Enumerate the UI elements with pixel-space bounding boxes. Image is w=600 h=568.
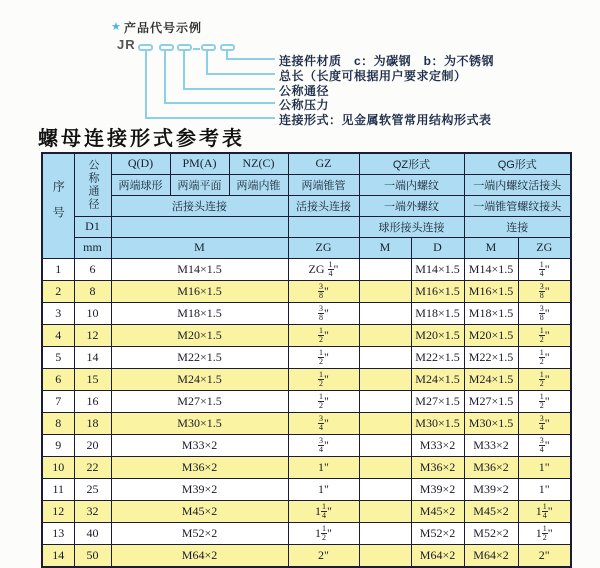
code-separator-dash <box>193 48 200 50</box>
table-cell: 2" <box>288 544 359 567</box>
header-desc-qz-top: 一端内螺纹 <box>359 174 464 195</box>
diagram-label-pressure: 公称压力 <box>279 98 330 112</box>
table-cell: 1 $\frac{1}{4}$ " <box>518 500 571 522</box>
table-cell: 1 $\frac{1}{4}$ " <box>288 500 359 522</box>
fraction: $\frac{3}{8}$ <box>539 281 544 300</box>
table-cell: $\frac{3}{8}$ " <box>518 302 571 324</box>
table-cell: 1" <box>288 456 359 478</box>
fraction: $\frac{1}{2}$ <box>539 325 544 344</box>
header-desc-gz: 两端锥管 <box>288 174 359 195</box>
code-box-3 <box>177 44 192 51</box>
table-cell: $\frac{1}{2}$ " <box>518 368 571 390</box>
header-seq: 序号 <box>42 153 74 258</box>
table-cell: M45×2 <box>464 500 518 522</box>
diagram-label-material: 连接件材质 c：为碳钢 b：为不锈钢 <box>279 54 495 68</box>
table-row <box>42 544 571 567</box>
table-cell: M33×2 <box>411 434 464 456</box>
table-cell: 8 <box>74 280 111 302</box>
header-d1: D1 <box>74 216 111 237</box>
table-cell: 13 <box>42 522 74 544</box>
table-cell: M64×2 <box>464 544 518 567</box>
table-cell: M20×1.5 <box>111 324 288 346</box>
table-cell: 14 <box>74 346 111 368</box>
header-desc-pm: 两端平面 <box>170 174 229 195</box>
table-cell: M27×1.5 <box>464 390 518 412</box>
table-cell: $\frac{3}{8}$ " <box>288 302 359 324</box>
table-cell: M39×2 <box>464 478 518 500</box>
table-cell: $\frac{3}{8}$ " <box>288 280 359 302</box>
table-cell: 20 <box>74 434 111 456</box>
header-desc-q: 两端球形 <box>111 174 170 195</box>
table-cell: 22 <box>74 456 111 478</box>
header-desc-qg-top: 一端内螺纹活接头 <box>464 174 571 195</box>
table-cell: M14×1.5 <box>464 258 518 280</box>
table-cell: 7 <box>42 390 74 412</box>
table-cell: M64×2 <box>411 544 464 567</box>
table-cell: 32 <box>74 500 111 522</box>
table-cell: M33×2 <box>111 434 288 456</box>
table-cell: 1" <box>518 456 571 478</box>
table-cell: $\frac{1}{2}$ " <box>288 346 359 368</box>
table-cell: M64×2 <box>111 544 288 567</box>
table-cell: 11 <box>42 478 74 500</box>
header-nominal-diameter: 公称通径 <box>74 153 111 216</box>
header-qg-unit-zg: ZG <box>518 237 571 258</box>
table-cell: 3 <box>42 302 74 324</box>
table-cell: ZG $\frac{1}{4}$ " <box>288 258 359 280</box>
table-cell <box>359 390 411 412</box>
table-cell: 16 <box>74 390 111 412</box>
code-box-4 <box>201 44 216 51</box>
header-gz-connection: 活接头连接 <box>288 195 359 216</box>
table-cell: M18×1.5 <box>111 302 288 324</box>
fraction: $\frac{1}{2}$ <box>539 391 544 410</box>
table-cell <box>359 368 411 390</box>
table-cell: 10 <box>42 456 74 478</box>
table-cell: $\frac{3}{4}$ " <box>518 434 571 456</box>
header-code-qg: QG形式 <box>464 153 571 174</box>
nut-connection-table <box>41 152 572 568</box>
table-cell <box>359 346 411 368</box>
table-cell: 4 <box>42 324 74 346</box>
table-row <box>42 258 571 280</box>
table-title: 螺母连接形式参考表 <box>38 128 245 150</box>
table-row <box>42 434 571 456</box>
fraction: $\frac{1}{4}$ <box>539 259 544 278</box>
table-cell: M16×1.5 <box>111 280 288 302</box>
header-unit-zg: ZG <box>288 237 359 258</box>
table-cell: $\frac{3}{4}$ " <box>518 412 571 434</box>
table-cell: $\frac{3}{4}$ " <box>288 412 359 434</box>
table-cell: M24×1.5 <box>111 368 288 390</box>
table-cell <box>359 478 411 500</box>
table-row <box>42 500 571 522</box>
table-cell: $\frac{1}{2}$ " <box>288 324 359 346</box>
header-code-gz: GZ <box>288 153 359 174</box>
table-row <box>42 346 571 368</box>
table-cell: 8 <box>42 412 74 434</box>
star-icon: ★ <box>111 21 121 33</box>
table-cell: M52×2 <box>411 522 464 544</box>
table-cell: 9 <box>42 434 74 456</box>
header-qz-unit-d: D <box>411 237 464 258</box>
table-cell: M30×1.5 <box>111 412 288 434</box>
table-cell: M39×2 <box>111 478 288 500</box>
connector-line <box>206 73 275 75</box>
table-cell: 1 $\frac{1}{2}$ " <box>288 522 359 544</box>
table-cell: M36×2 <box>111 456 288 478</box>
connector-line <box>183 88 275 90</box>
header-code-qz: QZ形式 <box>359 153 464 174</box>
header-qz-unit-m: M <box>359 237 411 258</box>
diagram-label-length: 总长（长度可根据用户要求定制） <box>279 69 467 83</box>
table-cell: M18×1.5 <box>464 302 518 324</box>
table-cell: 2" <box>518 544 571 567</box>
code-box-2 <box>159 44 174 51</box>
header-desc-qg-bottom: 一端锥管螺纹接头 <box>464 195 571 216</box>
table-cell: $\frac{3}{8}$ " <box>518 280 571 302</box>
table-cell: M14×1.5 <box>111 258 288 280</box>
fraction: $\frac{1}{2}$ <box>539 347 544 366</box>
header-code-q: Q(D) <box>111 153 170 174</box>
table-cell: M33×2 <box>464 434 518 456</box>
header-unit-m: M <box>111 237 288 258</box>
fraction: $\frac{3}{8}$ <box>319 281 324 300</box>
table-cell <box>359 544 411 567</box>
fraction: $\frac{1}{2}$ <box>319 369 324 388</box>
table-cell: 5 <box>42 346 74 368</box>
table-row <box>42 412 571 434</box>
fraction: $\frac{3}{4}$ <box>319 413 324 432</box>
header-code-nz: NZ(C) <box>229 153 288 174</box>
table-cell: $\frac{3}{4}$ " <box>288 434 359 456</box>
table-cell: 14 <box>42 544 74 567</box>
fraction: $\frac{1}{2}$ <box>319 325 324 344</box>
table-row <box>42 522 571 544</box>
table-header <box>42 153 571 258</box>
table-cell <box>359 302 411 324</box>
table-cell: M45×2 <box>411 500 464 522</box>
table-cell: M16×1.5 <box>464 280 518 302</box>
table-cell: M22×1.5 <box>111 346 288 368</box>
table-cell: 25 <box>74 478 111 500</box>
connector-line <box>145 51 147 119</box>
table-cell: 1 $\frac{1}{2}$ " <box>518 522 571 544</box>
table-row <box>42 280 571 302</box>
table-cell: M39×2 <box>411 478 464 500</box>
table-cell <box>359 456 411 478</box>
table-cell: 18 <box>74 412 111 434</box>
table-cell: M22×1.5 <box>411 346 464 368</box>
fraction: $\frac{1}{2}$ <box>542 523 547 542</box>
code-box-5 <box>220 44 235 51</box>
table-cell: $\frac{1}{2}$ " <box>518 390 571 412</box>
header-blank-cell <box>288 216 359 237</box>
table-cell: 1 <box>42 258 74 280</box>
header-mm: mm <box>74 237 111 258</box>
table-cell <box>359 500 411 522</box>
table-cell: $\frac{1}{2}$ " <box>288 390 359 412</box>
table-cell: M14×1.5 <box>411 258 464 280</box>
connector-line <box>145 117 275 119</box>
table-cell: M18×1.5 <box>411 302 464 324</box>
table-cell: M27×1.5 <box>411 390 464 412</box>
table-cell <box>359 412 411 434</box>
table-cell: M22×1.5 <box>464 346 518 368</box>
table-cell: $\frac{1}{4}$ " <box>518 258 571 280</box>
table-cell: M45×2 <box>111 500 288 522</box>
diagram-heading: 产品代号示例 <box>124 21 203 35</box>
table-row <box>42 456 571 478</box>
table-cell <box>359 280 411 302</box>
table-cell: M30×1.5 <box>411 412 464 434</box>
table-cell: M20×1.5 <box>411 324 464 346</box>
table-cell: 40 <box>74 522 111 544</box>
table-row <box>42 478 571 500</box>
table-cell: 1" <box>518 478 571 500</box>
header-desc-qz-bottom: 一端外螺纹 <box>359 195 464 216</box>
table-cell: $\frac{1}{2}$ " <box>518 346 571 368</box>
connector-line <box>226 58 275 60</box>
connector-line <box>164 51 166 104</box>
table-cell: M27×1.5 <box>111 390 288 412</box>
fraction: $\frac{1}{2}$ <box>539 369 544 388</box>
table-cell: 6 <box>42 368 74 390</box>
header-code-pm: PM(A) <box>170 153 229 174</box>
code-box-1 <box>138 44 153 51</box>
table-cell: 12 <box>42 500 74 522</box>
table-cell: 6 <box>74 258 111 280</box>
table-cell <box>359 522 411 544</box>
table-cell <box>359 434 411 456</box>
table-cell: 2 <box>42 280 74 302</box>
fraction: $\frac{3}{8}$ <box>539 303 544 322</box>
table-cell: 10 <box>74 302 111 324</box>
table-cell: 1" <box>288 478 359 500</box>
diagram-label-diameter: 公称通径 <box>279 84 330 98</box>
table-cell: 12 <box>74 324 111 346</box>
header-qg-connection: 连接 <box>464 216 571 237</box>
fraction: $\frac{3}{4}$ <box>539 413 544 432</box>
header-desc-nz: 两端内锥 <box>229 174 288 195</box>
table-cell: M52×2 <box>111 522 288 544</box>
table-cell: M36×2 <box>411 456 464 478</box>
table-cell: 15 <box>74 368 111 390</box>
table-cell: 50 <box>74 544 111 567</box>
table-cell: $\frac{1}{2}$ " <box>288 368 359 390</box>
fraction: $\frac{1}{4}$ <box>542 501 547 520</box>
table-cell: M20×1.5 <box>464 324 518 346</box>
fraction: $\frac{3}{4}$ <box>539 435 544 454</box>
header-blank-cell <box>111 216 288 237</box>
connector-line <box>206 51 208 75</box>
fraction: $\frac{1}{2}$ <box>319 347 324 366</box>
fraction: $\frac{1}{2}$ <box>319 391 324 410</box>
header-qz-connection: 球形接头连接 <box>359 216 464 237</box>
header-qg-unit-m: M <box>464 237 518 258</box>
table-cell: M16×1.5 <box>411 280 464 302</box>
fraction: $\frac{3}{4}$ <box>319 435 324 454</box>
fraction: $\frac{3}{8}$ <box>319 303 324 322</box>
table-cell: M36×2 <box>464 456 518 478</box>
table-cell: M24×1.5 <box>411 368 464 390</box>
connector-line <box>164 102 275 104</box>
table-cell <box>359 324 411 346</box>
table-cell <box>359 258 411 280</box>
fraction: $\frac{1}{4}$ <box>328 259 333 278</box>
fraction: $\frac{1}{2}$ <box>322 523 327 542</box>
table-row <box>42 302 571 324</box>
table-cell: M24×1.5 <box>464 368 518 390</box>
fraction: $\frac{1}{4}$ <box>322 501 327 520</box>
connector-line <box>183 51 185 90</box>
table-row <box>42 390 571 412</box>
diagram-label-connection: 连接形式：见金属软管常用结构形式表 <box>279 113 492 127</box>
table-cell: M30×1.5 <box>464 412 518 434</box>
table-cell: M52×2 <box>464 522 518 544</box>
table-row <box>42 368 571 390</box>
table-body <box>42 258 571 567</box>
table-cell: $\frac{1}{2}$ " <box>518 324 571 346</box>
product-code-prefix: JR <box>117 37 136 52</box>
header-union-connection: 活接头连接 <box>111 195 288 216</box>
table-row <box>42 324 571 346</box>
